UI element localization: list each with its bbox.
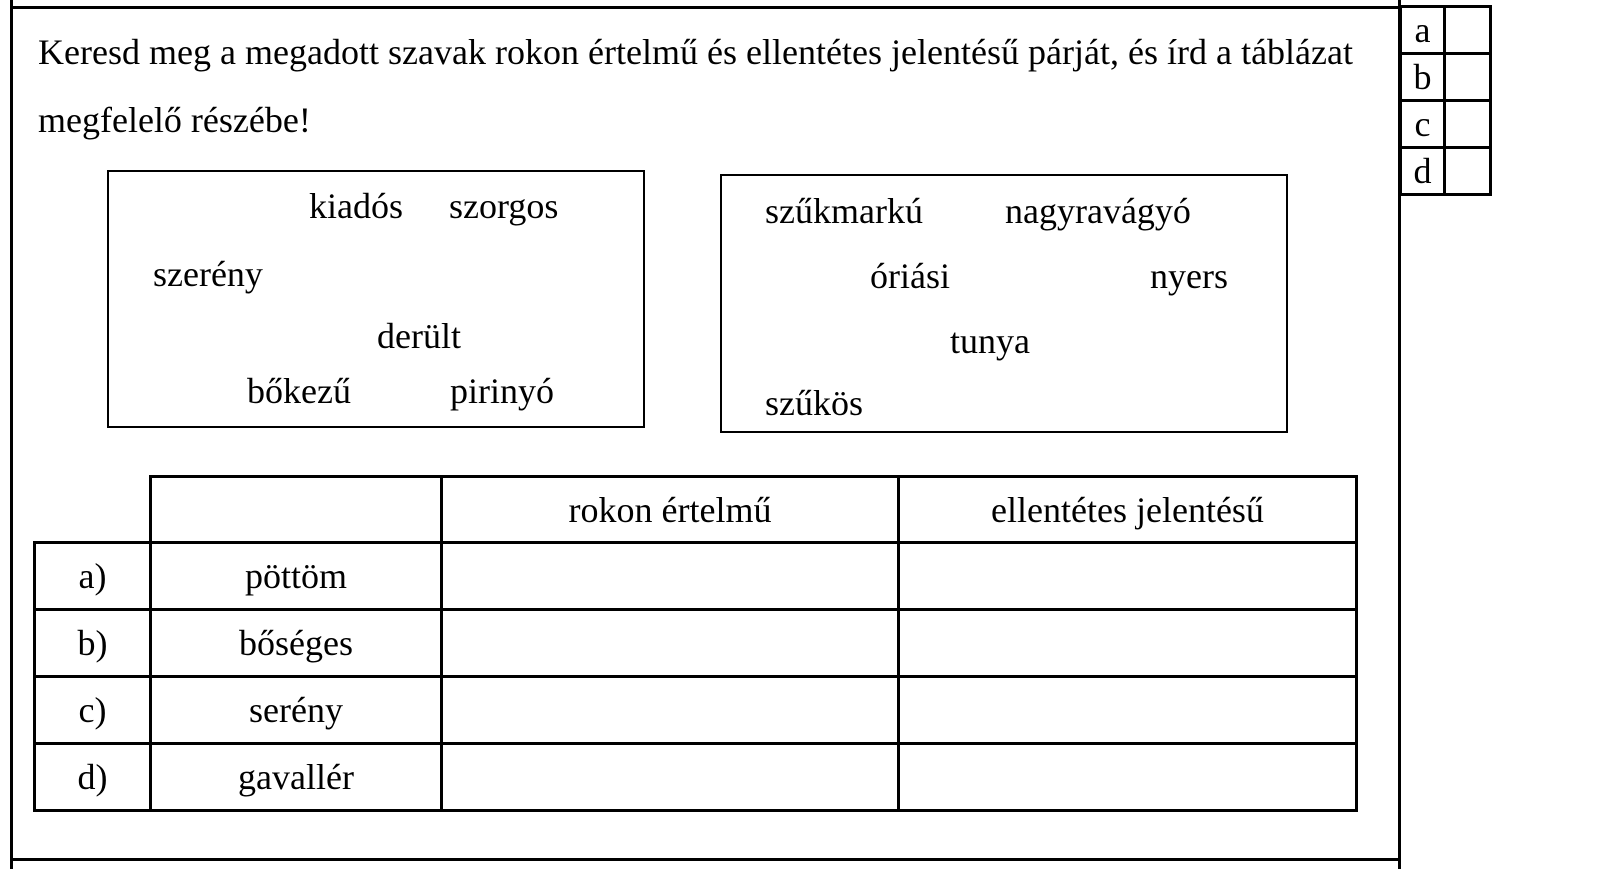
- score-table: [1399, 5, 1492, 196]
- score-row-a: [1401, 7, 1491, 54]
- score-row-label: c: [1401, 101, 1445, 148]
- answer-cell-antonym-c[interactable]: [899, 677, 1357, 744]
- row-label: c): [35, 677, 151, 744]
- answer-cell-antonym-a[interactable]: [899, 543, 1357, 610]
- score-row-d: [1401, 148, 1491, 195]
- word-bank-item: óriási: [870, 256, 950, 296]
- word-bank-item: szorgos: [449, 186, 559, 226]
- task-instruction-line-2: megfelelő részébe!: [38, 100, 311, 140]
- answer-table-row-c: [35, 677, 1357, 744]
- task-instruction-line-1: Keresd meg a megadott szavak rokon értelmű és ellentétes jelentésű párját, és írd a táblázat: [38, 32, 1353, 72]
- word-bank-left: [107, 170, 645, 428]
- word-bank-right: [720, 174, 1288, 433]
- answer-table-synonym-header: rokon értelmű: [442, 477, 899, 543]
- row-label: d): [35, 744, 151, 811]
- answer-table-row-d: [35, 744, 1357, 811]
- answer-cell-antonym-b[interactable]: [899, 610, 1357, 677]
- page-frame-left-line: [10, 0, 13, 869]
- score-cell-d[interactable]: [1445, 148, 1491, 195]
- row-word: pöttöm: [151, 543, 442, 610]
- score-row-b: [1401, 54, 1491, 101]
- answer-cell-synonym-d[interactable]: [442, 744, 899, 811]
- row-label: a): [35, 543, 151, 610]
- word-bank-item: nyers: [1150, 256, 1228, 296]
- answer-table-corner-cell: [35, 477, 151, 543]
- word-bank-item: tunya: [950, 321, 1030, 361]
- answer-cell-synonym-c[interactable]: [442, 677, 899, 744]
- row-word: gavallér: [151, 744, 442, 811]
- score-row-label: a: [1401, 7, 1445, 54]
- answer-table: [33, 475, 1358, 812]
- word-bank-item: bőkezű: [247, 371, 351, 411]
- answer-table-header-row: [35, 477, 1357, 543]
- answer-cell-synonym-b[interactable]: [442, 610, 899, 677]
- page-frame-top-line: [10, 6, 1401, 9]
- word-bank-item: derült: [377, 316, 461, 356]
- answer-cell-antonym-d[interactable]: [899, 744, 1357, 811]
- score-cell-c[interactable]: [1445, 101, 1491, 148]
- word-bank-item: nagyravágyó: [1005, 191, 1191, 231]
- score-cell-a[interactable]: [1445, 7, 1491, 54]
- row-word: serény: [151, 677, 442, 744]
- answer-table-row-b: [35, 610, 1357, 677]
- answer-cell-synonym-a[interactable]: [442, 543, 899, 610]
- word-bank-item: szűkös: [765, 383, 863, 423]
- score-row-c: [1401, 101, 1491, 148]
- score-cell-b[interactable]: [1445, 54, 1491, 101]
- page-frame-bottom-line: [10, 858, 1401, 861]
- task-instruction: [38, 18, 1353, 154]
- answer-table-antonym-header: ellentétes jelentésű: [899, 477, 1357, 543]
- row-word: bőséges: [151, 610, 442, 677]
- row-label: b): [35, 610, 151, 677]
- score-row-label: d: [1401, 148, 1445, 195]
- answer-table-row-a: [35, 543, 1357, 610]
- score-row-label: b: [1401, 54, 1445, 101]
- answer-table-word-header-cell: [151, 477, 442, 543]
- word-bank-item: kiadós: [309, 186, 403, 226]
- word-bank-item: szűkmarkú: [765, 191, 923, 231]
- word-bank-item: pirinyó: [450, 371, 554, 411]
- word-bank-item: szerény: [153, 254, 263, 294]
